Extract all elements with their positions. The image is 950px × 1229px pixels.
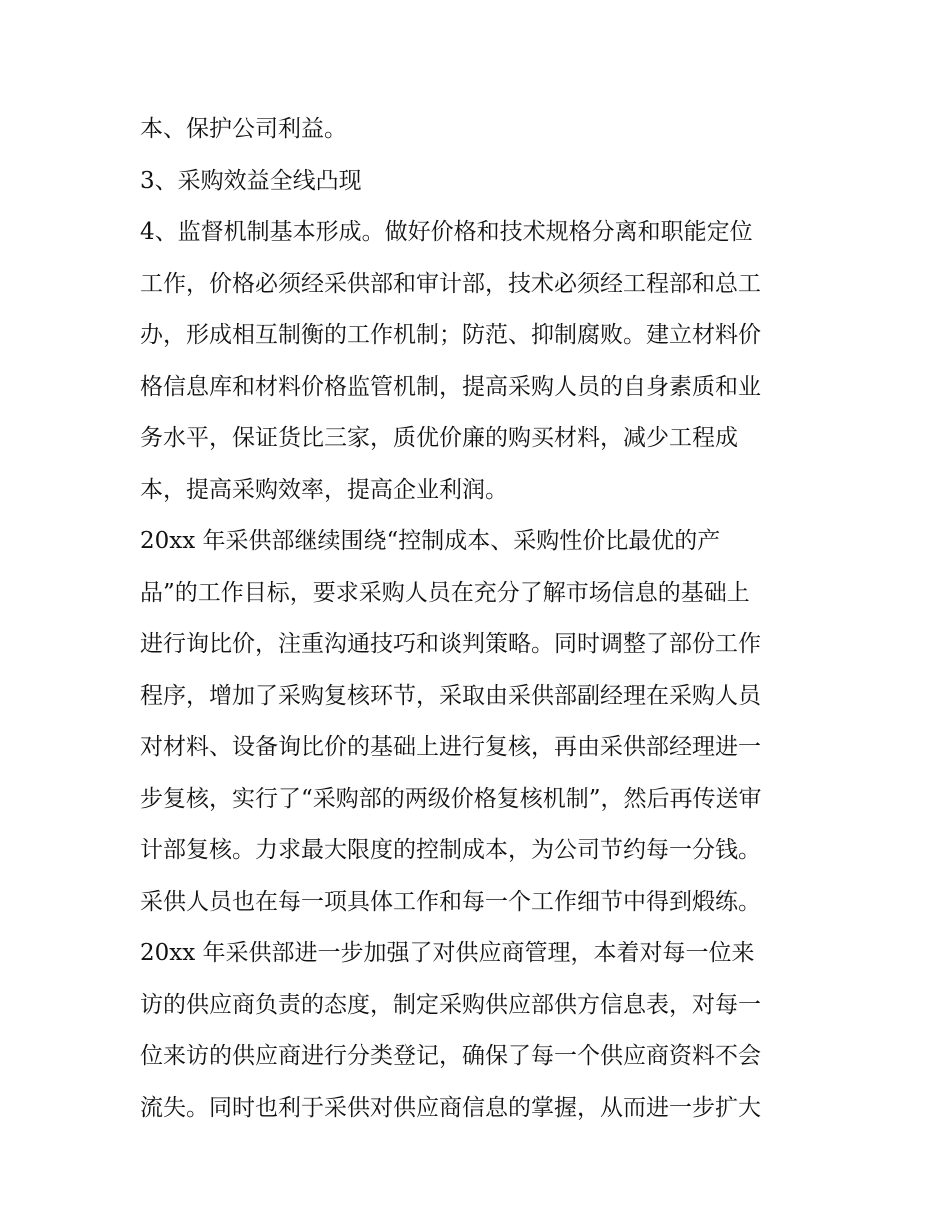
text-line-1: 本、保护公司利益。 xyxy=(140,116,347,142)
text-line-17: 20xx 年采供部进一步加强了对供应商管理，本着对每一位来 xyxy=(140,940,755,966)
text-line-12: 程序，增加了采购复核环节，采取由采供部副经理在采购人员 xyxy=(140,682,761,709)
text-line-15: 计部复核。力求最大限度的控制成本，为公司节约每一分钱。 xyxy=(140,837,761,863)
document-body xyxy=(140,104,820,1134)
text-line-18: 访的供应商负责的态度，制定采购供应部供方信息表，对每一 xyxy=(140,991,761,1018)
text-line-13: 对材料、设备询比价的基础上进行复核，再由采供部经理进一 xyxy=(140,734,761,760)
text-line-14: 步复核，实行了“采购部的两级价格复核机制”，然后再传送审 xyxy=(140,785,762,812)
text-line-8: 本，提高采购效率，提高企业利润。 xyxy=(140,476,508,503)
text-line-19: 位来访的供应商进行分类登记，确保了每一个供应商资料不会 xyxy=(140,1043,761,1069)
text-line-16: 采供人员也在每一项具体工作和每一个工作细节中得到煅练。 xyxy=(140,888,761,915)
text-line-6: 格信息库和材料价格监管机制，提高采购人员的自身素质和业 xyxy=(140,373,761,400)
text-line-5: 办，形成相互制衡的工作机制；防范、抑制腐败。建立材料价 xyxy=(140,322,761,348)
text-line-4: 工作，价格必须经采供部和审计部，技术必须经工程部和总工 xyxy=(140,270,761,297)
text-line-11: 进行询比价，注重沟通技巧和谈判策略。同时调整了部份工作 xyxy=(140,631,761,657)
text-line-20: 流失。同时也利于采供对供应商信息的掌握，从而进一步扩大 xyxy=(140,1094,761,1121)
text-line-7: 务水平，保证货比三家，质优价廉的购买材料，减少工程成 xyxy=(140,425,738,451)
text-line-3: 4、监督机制基本形成。做好价格和技术规格分离和职能定位 xyxy=(140,219,753,245)
text-line-9: 20xx 年采供部继续围绕“控制成本、采购性价比最优的产 xyxy=(140,528,721,554)
text-line-2: 3、采购效益全线凸现 xyxy=(140,167,362,194)
text-line-10: 品”的工作目标，要求采购人员在充分了解市场信息的基础上 xyxy=(140,579,750,606)
